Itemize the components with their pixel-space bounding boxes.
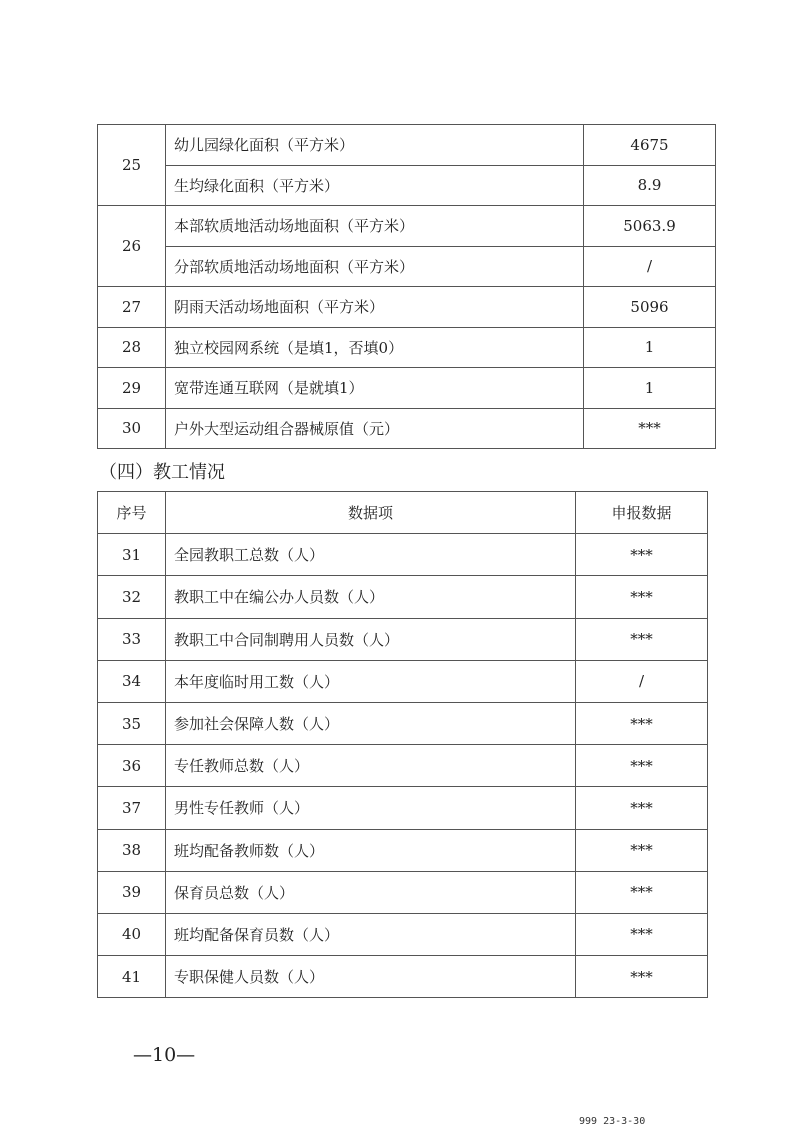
row-number: 33 [98,618,166,660]
data-item-label: 专职保健人员数（人） [166,956,576,998]
row-number: 32 [98,576,166,618]
table-row [98,618,708,660]
header-number: 序号 [98,492,166,534]
row-number: 34 [98,660,166,702]
data-value: 1 [584,327,716,368]
table-row [98,125,716,166]
table-row [98,913,708,955]
data-item-label: 独立校园网系统（是填1，否填0） [166,327,584,368]
row-number: 37 [98,787,166,829]
table-row [98,534,708,576]
data-item-label: 本年度临时用工数（人） [166,660,576,702]
table-row [98,745,708,787]
data-item-label: 专任教师总数（人） [166,745,576,787]
row-number: 25 [98,125,166,206]
row-number: 27 [98,287,166,328]
table-row [98,368,716,409]
data-item-label: 男性专任教师（人） [166,787,576,829]
row-number: 38 [98,829,166,871]
data-value: / [576,660,708,702]
row-number: 26 [98,206,166,287]
data-value: 5096 [584,287,716,328]
data-value: *** [576,618,708,660]
row-number: 40 [98,913,166,955]
row-number: 41 [98,956,166,998]
data-value: *** [576,913,708,955]
data-value: *** [576,534,708,576]
row-number: 29 [98,368,166,409]
data-value: *** [576,702,708,744]
staff-data-table [97,491,708,998]
table-row [98,576,708,618]
data-item-label: 本部软质地活动场地面积（平方米） [166,206,584,247]
data-value: *** [576,871,708,913]
scan-stamp: 999 23-3-30 [579,1116,646,1127]
data-value: 1 [584,368,716,409]
table-row [98,287,716,328]
facility-data-table [97,124,716,449]
data-item-label: 班均配备教师数（人） [166,829,576,871]
data-item-label: 户外大型运动组合器械原值（元） [166,408,584,449]
table-header-row [98,492,708,534]
data-value: *** [576,956,708,998]
data-value: 5063.9 [584,206,716,247]
row-number: 39 [98,871,166,913]
table-row [98,165,716,206]
table-row [98,408,716,449]
header-item: 数据项 [166,492,576,534]
data-item-label: 生均绿化面积（平方米） [166,165,584,206]
data-value: *** [584,408,716,449]
table-row [98,829,708,871]
data-value: *** [576,787,708,829]
data-value: 4675 [584,125,716,166]
page-number: —10— [133,1044,196,1066]
table-row [98,327,716,368]
data-item-label: 宽带连通互联网（是就填1） [166,368,584,409]
row-number: 35 [98,702,166,744]
row-number: 36 [98,745,166,787]
table-row [98,871,708,913]
data-item-label: 保育员总数（人） [166,871,576,913]
row-number: 31 [98,534,166,576]
data-item-label: 参加社会保障人数（人） [166,702,576,744]
data-item-label: 分部软质地活动场地面积（平方米） [166,246,584,287]
row-number: 28 [98,327,166,368]
table-row [98,956,708,998]
data-item-label: 教职工中在编公办人员数（人） [166,576,576,618]
table-row [98,206,716,247]
row-number: 30 [98,408,166,449]
table-row [98,246,716,287]
data-item-label: 班均配备保育员数（人） [166,913,576,955]
table-row [98,702,708,744]
data-value: *** [576,745,708,787]
section-title: （四）教工情况 [99,462,225,483]
data-item-label: 幼儿园绿化面积（平方米） [166,125,584,166]
staff-table-body [98,534,708,998]
data-value: 8.9 [584,165,716,206]
data-item-label: 全园教职工总数（人） [166,534,576,576]
table-row [98,660,708,702]
table-row [98,787,708,829]
data-item-label: 阴雨天活动场地面积（平方米） [166,287,584,328]
data-value: / [584,246,716,287]
data-value: *** [576,576,708,618]
header-value: 申报数据 [576,492,708,534]
data-item-label: 教职工中合同制聘用人员数（人） [166,618,576,660]
data-value: *** [576,829,708,871]
